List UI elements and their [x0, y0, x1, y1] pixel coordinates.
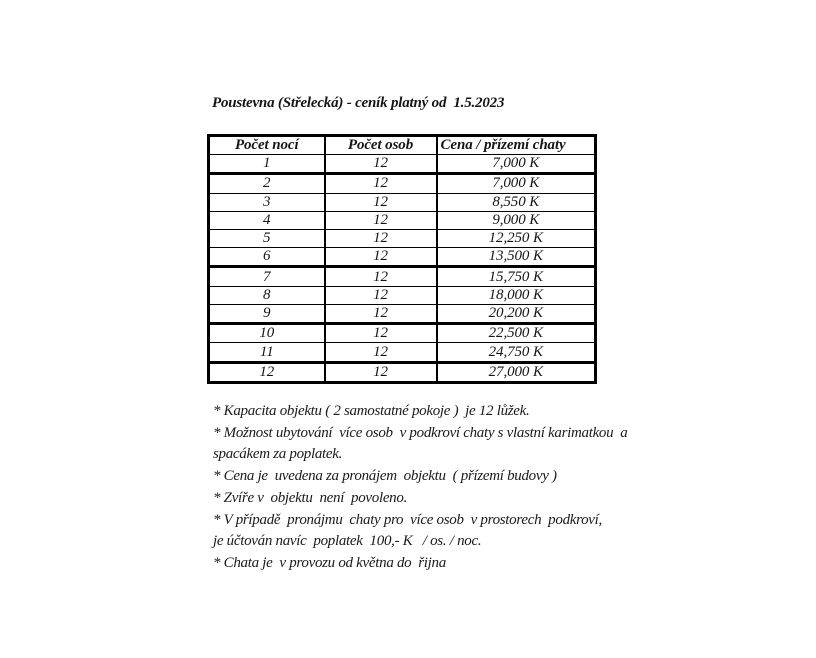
cell-nights: 6: [209, 248, 325, 267]
cell-persons: 12: [325, 267, 437, 286]
cell-price: 27,000 K: [437, 362, 596, 382]
cell-persons: 12: [325, 229, 437, 247]
price-table: [207, 134, 597, 384]
note-line: * Možnost ubytování více osob v podkroví chaty s vlastní karimatkou a: [213, 424, 628, 441]
cell-persons: 12: [325, 193, 437, 211]
table-row: [209, 362, 596, 382]
cell-nights: 12: [209, 362, 325, 382]
cell-persons: 12: [325, 211, 437, 229]
note-line: je účtován navíc poplatek 100,- K / os. / noc.: [213, 533, 482, 550]
document-title: Poustevna (Střelecká) - ceník platný od 1.5.2023: [212, 95, 505, 111]
cell-persons: 12: [325, 286, 437, 304]
cell-price: 9,000 K: [437, 211, 596, 229]
cell-price: 22,500 K: [437, 324, 596, 343]
table-row: [209, 267, 596, 286]
table-row: [209, 193, 596, 211]
cell-nights: 11: [209, 343, 325, 362]
cell-price: 7,000 K: [437, 174, 596, 193]
table-row: [209, 324, 596, 343]
table-row: [209, 248, 596, 267]
note-line: * Kapacita objektu ( 2 samostatné pokoje ) je 12 lůžek.: [213, 403, 530, 419]
cell-persons: 12: [325, 304, 437, 323]
table-row: [209, 286, 596, 304]
cell-price: 12,250 K: [437, 229, 596, 247]
notes-section: [213, 401, 627, 575]
cell-price: 13,500 K: [437, 248, 596, 267]
table-row: [209, 343, 596, 362]
table-row: [209, 211, 596, 229]
cell-persons: 12: [325, 343, 437, 362]
note-line: spacákem za poplatek.: [213, 446, 343, 463]
note-line: * V případě pronájmu chaty pro více osob v prostorech podkroví,: [213, 511, 602, 528]
cell-price: 8,550 K: [437, 193, 596, 211]
table-row: [209, 229, 596, 247]
table-row: [209, 174, 596, 193]
cell-persons: 12: [325, 362, 437, 382]
cell-price: 18,000 K: [437, 286, 596, 304]
note-line: * Chata je v provozu od května do řijna: [213, 554, 446, 571]
cell-price: 20,200 K: [437, 304, 596, 323]
cell-nights: 5: [209, 229, 325, 247]
cell-nights: 3: [209, 193, 325, 211]
cell-persons: 12: [325, 324, 437, 343]
cell-price: 15,750 K: [437, 267, 596, 286]
table-row: [209, 155, 596, 174]
table-row: [209, 304, 596, 323]
cell-nights: 8: [209, 286, 325, 304]
table-header-row: [209, 136, 596, 155]
cell-nights: 1: [209, 155, 325, 174]
cell-persons: 12: [325, 155, 437, 174]
note-line: * Zvíře v objektu není povoleno.: [213, 489, 408, 506]
col-header-nights: Počet nocí: [209, 136, 325, 155]
cell-price: 24,750 K: [437, 343, 596, 362]
cell-price: 7,000 K: [437, 155, 596, 174]
cell-persons: 12: [325, 248, 437, 267]
cell-nights: 7: [209, 267, 325, 286]
cell-nights: 10: [209, 324, 325, 343]
cell-nights: 4: [209, 211, 325, 229]
cell-nights: 2: [209, 174, 325, 193]
note-line: * Cena je uvedena za pronájem objektu ( přízemí budovy ): [213, 468, 557, 485]
col-header-price: Cena / přízemí chaty: [437, 136, 596, 155]
cell-nights: 9: [209, 304, 325, 323]
col-header-persons: Počet osob: [325, 136, 437, 155]
cell-persons: 12: [325, 174, 437, 193]
